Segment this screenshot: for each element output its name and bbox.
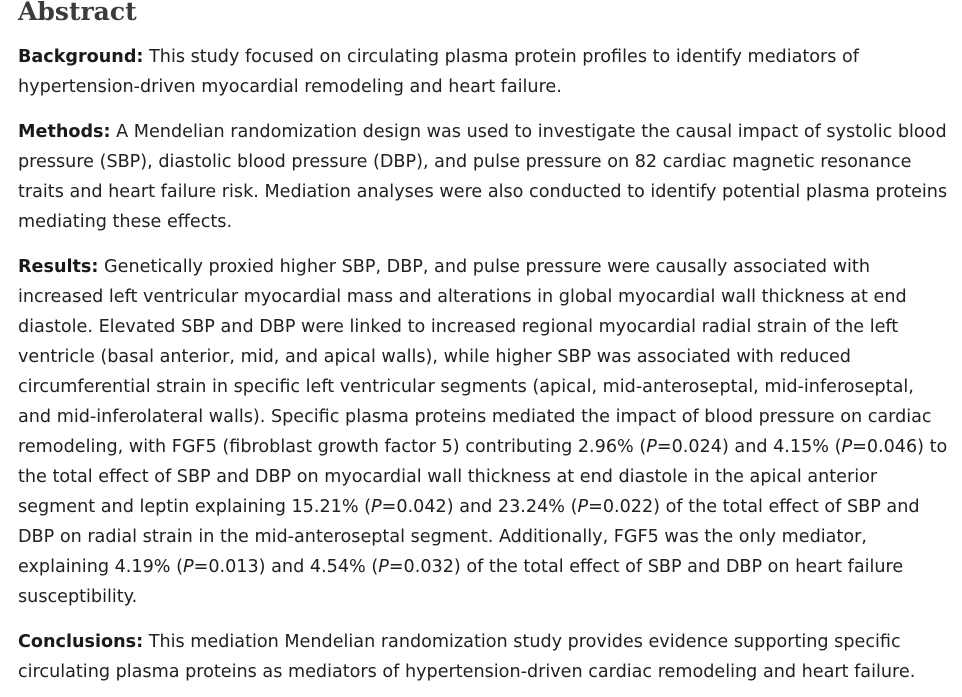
p-value-symbol: P bbox=[577, 497, 589, 517]
results-text-5: =0.022) of the total effect of SBP and DBP on radial strain in the mid-anteroseptal segment. Additionally, FGF5 was the only mediator, explaining 4.19% ( bbox=[18, 497, 920, 577]
abstract-section bbox=[18, 0, 948, 697]
conclusions-text: This mediation Mendelian randomization study provides evidence supporting specific circulating plasma proteins as mediators of hypertension-driven cardiac remodeling and heart failure. bbox=[18, 632, 916, 682]
conclusions-label: Conclusions: bbox=[18, 632, 144, 652]
results-text-2: =0.024) and 4.15% ( bbox=[656, 437, 842, 457]
methods-paragraph bbox=[18, 117, 948, 237]
results-text-1: Genetically proxied higher SBP, DBP, and pulse pressure were causally associated with increased left ventricular myocardial mass and alterations in global myocardial wall thickness at end diastole. Elevated SBP and DBP were linked to increased regional myocardial radial strain of the left ventricle (basal anterior, mid, and apical walls), while higher SBP was associated with reduced circumferential strain in specific left ventricular segments (apical, mid-anteroseptal, mid-inferoseptal, and mid-inferolateral walls). Specific plasma proteins mediated the impact of blood pressure on cardiac remodeling, with FGF5 (fibroblast growth factor 5) contributing 2.96% ( bbox=[18, 257, 932, 457]
methods-text: A Mendelian randomization design was used to investigate the causal impact of systolic blood pressure (SBP), diastolic blood pressure (DBP), and pulse pressure on 82 cardiac magnetic resonance traits and heart failure risk. Mediation analyses were also conducted to identify potential plasma proteins mediating these effects. bbox=[18, 122, 948, 232]
background-paragraph bbox=[18, 42, 948, 102]
results-text-7: =0.032) of the total effect of SBP and DBP on heart failure susceptibility. bbox=[18, 557, 904, 607]
p-value-symbol: P bbox=[841, 437, 853, 457]
abstract-heading: Abstract bbox=[18, 0, 137, 26]
results-text-4: =0.042) and 23.24% ( bbox=[381, 497, 578, 517]
background-text: This study focused on circulating plasma protein profiles to identify mediators of hypertension-driven myocardial remodeling and heart failure. bbox=[18, 47, 859, 97]
conclusions-paragraph bbox=[18, 627, 948, 687]
results-text-3: =0.046) to the total effect of SBP and DBP on myocardial wall thickness at end diastole in the apical anterior segment and leptin explaining 15.21% ( bbox=[18, 437, 948, 517]
methods-label: Methods: bbox=[18, 122, 111, 142]
p-value-symbol: P bbox=[182, 557, 194, 577]
results-text-6: =0.013) and 4.54% ( bbox=[193, 557, 379, 577]
background-label: Background: bbox=[18, 47, 144, 67]
results-paragraph bbox=[18, 252, 948, 612]
p-value-symbol: P bbox=[646, 437, 657, 457]
results-label: Results: bbox=[18, 257, 99, 277]
p-value-symbol: P bbox=[371, 497, 382, 517]
p-value-symbol: P bbox=[378, 557, 389, 577]
